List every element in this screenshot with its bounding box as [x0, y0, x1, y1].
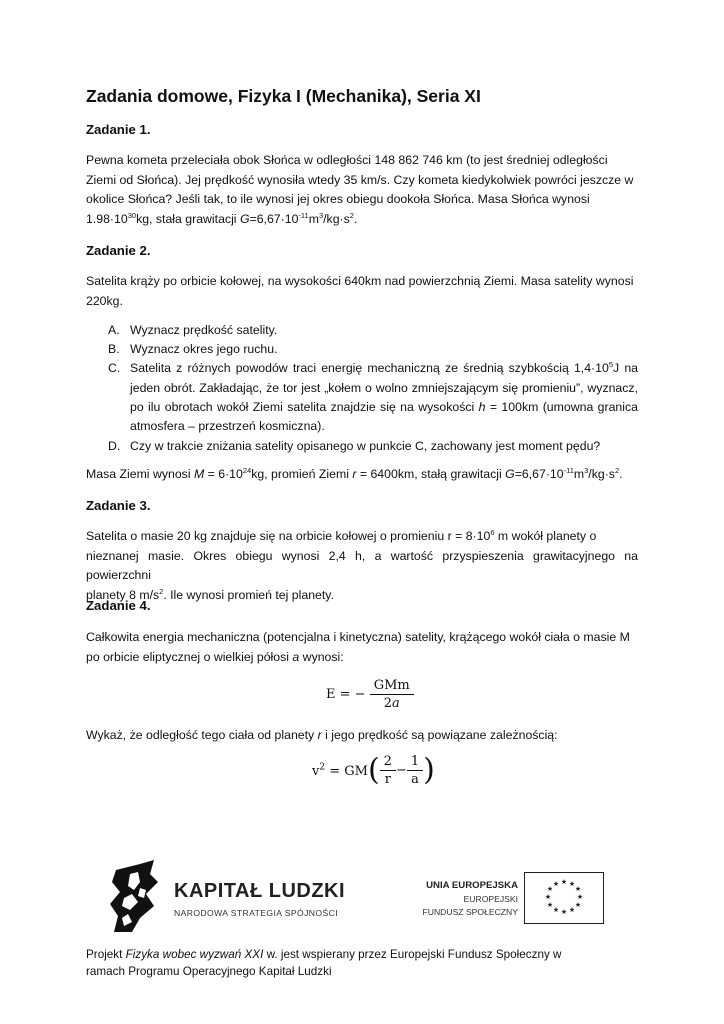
task-1-line-3: okolice Słońca? Jeśli tak, to ile wynosi jej okres obiegu dookoła Słońca. Masa Słońca wynosi	[86, 192, 590, 207]
task-4-line-1: Całkowita energia mechaniczna (potencjalna i kinetyczna) satelity, krążącego wokół ciała o masie M	[86, 630, 630, 644]
eu-flag-icon	[524, 872, 604, 924]
svg-text:★: ★	[546, 885, 554, 893]
list-item: C. Satelita z różnych powodów traci energię mechaniczną ze średnią szybkością $1,4\cdot 10^5J$ na jeden obrót. Zakładając, że tor jest „kołem o wolno zmniejszającym się promieniu”, wyznacz, po ilu obrotach wokół Ziemi satelita znajdzie się na wysokości h = 100km (umowna granica atmosfera – przestrzeń kosmiczna).	[108, 360, 639, 434]
svg-text:★: ★	[552, 906, 560, 914]
task-3-text	[86, 527, 638, 605]
svg-text:★: ★	[560, 878, 568, 886]
task-2-text	[86, 272, 638, 311]
kapital-ludzki-logo-icon	[110, 860, 168, 932]
task-3-line-1: Satelita o masie 20 kg znajduje się na orbicie kołowej o promieniu $r = 8\cdot 10^6$ m wokół planety o	[86, 527, 597, 543]
task-1-line-4: $1.98\cdot 10^{30}kg$, stała grawitacji $G=6,67\cdot 10^{-11}m^3/kg\cdot s^2$.	[86, 210, 358, 226]
task-1-line-1: Pewna kometa przeleciała obok Słońca w odległości 148 862 746 km (to jest średniej odległości	[86, 153, 608, 167]
footer-line-1: Projekt Fizyka wobec wyzwań XXI w. jest wspierany przez Europejski Fundusz Społeczny w	[86, 948, 562, 961]
svg-text:★: ★	[576, 893, 584, 901]
ue-logo-sub2: FUNDUSZ SPOŁECZNY	[422, 907, 518, 917]
task-3-heading: Zadanie 3.	[86, 498, 151, 513]
footer-line-2: ramach Programu Operacyjnego Kapitał Ludzki	[86, 965, 332, 978]
task-2-constants: Masa Ziemi wynosi $M = 6\cdot 10^{24}kg$, promień Ziemi r = 6400km, stałą grawitacji $G=6,67\cdot 10^{-11}m^3/kg\cdot s^2$.	[86, 465, 623, 481]
task-1-text	[86, 151, 638, 229]
task-2-line-2: 220kg.	[86, 293, 123, 308]
task-4-line-3: Wykaż, że odległość tego ciała od planety r i jego prędkość są powiązane zależnością:	[86, 728, 558, 742]
task-3-line-3: planety 8 $m/s^2$. Ile wynosi promień tej planety.	[86, 586, 334, 602]
task-2-subtasks	[86, 321, 638, 456]
footer-note	[86, 946, 646, 980]
task-2-heading: Zadanie 2.	[86, 243, 151, 258]
page-title: Zadania domowe, Fizyka I (Mechanika), Seria XI	[86, 86, 481, 106]
kl-logo-subtitle: NARODOWA STRATEGIA SPÓJNOŚCI	[174, 908, 338, 918]
svg-text:★: ★	[560, 908, 568, 916]
svg-text:★: ★	[544, 893, 552, 901]
ue-logo-title: UNIA EUROPEJSKA	[426, 880, 518, 891]
list-item: D. Czy w trakcie zniżania satelity opisanego w punkcie C, zachowany jest moment pędu?	[108, 438, 601, 453]
svg-text:★: ★	[568, 906, 576, 914]
energy-formula: E = − $\frac{\text{GMm}}{\text{2𝑎}}$	[326, 678, 414, 711]
task-1-heading: Zadanie 1.	[86, 122, 151, 137]
task-2-line-1: Satelita krąży po orbicie kołowej, na wysokości 640km nad powierzchnią Ziemi. Masa satelity wynosi	[86, 274, 634, 288]
kl-logo-title: KAPITAŁ LUDZKI	[174, 880, 346, 902]
svg-text:★: ★	[574, 885, 582, 893]
svg-text:★: ★	[552, 880, 560, 888]
task-4-text	[86, 628, 638, 667]
svg-text:★: ★	[546, 901, 554, 909]
svg-text:★: ★	[574, 901, 582, 909]
task-4-line-2: po orbicie eliptycznej o wielkiej półosi a wynosi:	[86, 649, 344, 664]
svg-text:★: ★	[568, 880, 576, 888]
velocity-formula: $v^2 = GM$( $\frac{2}{r}$ − $\frac{1}{a}$ )	[312, 752, 435, 788]
task-1-line-2: Ziemi od Słońca). Jej prędkość wynosiła wtedy 35 km/s. Czy kometa kiedykolwiek powróci jeszcze w	[86, 172, 634, 187]
list-item: B. Wyznacz okres jego ruchu.	[108, 342, 278, 357]
task-3-line-2: nieznanej masie. Okres obiegu wynosi 2,4 h, a wartość przyspieszenia grawitacyjnego na powierzchni	[86, 548, 638, 583]
ue-logo-sub1: EUROPEJSKI	[463, 894, 518, 904]
task-4-heading: Zadanie 4.	[86, 598, 151, 613]
list-item: A. Wyznacz prędkość satelity.	[108, 323, 278, 337]
logo-bar	[110, 858, 610, 933]
